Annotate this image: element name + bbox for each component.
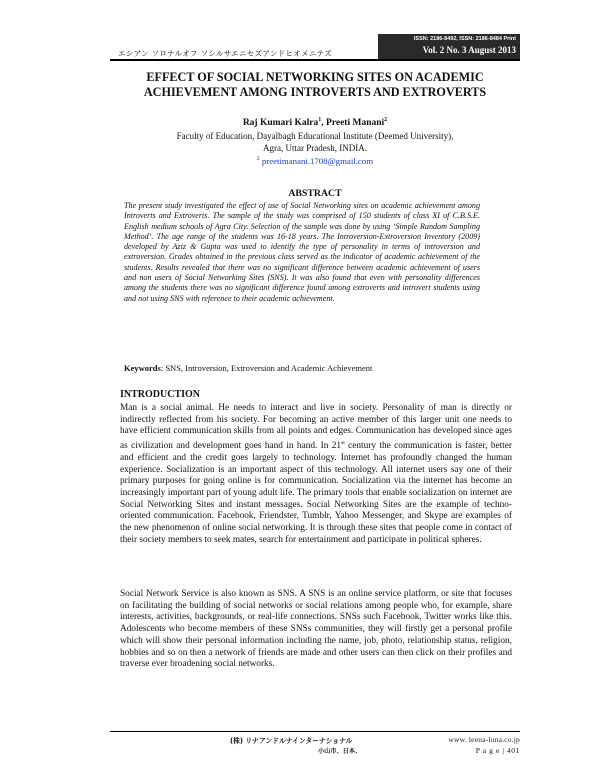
volume-text: Vol. 2 No. 3 August 2013 — [422, 45, 516, 55]
author-email — [110, 156, 520, 166]
footer-url[interactable]: www. leena-luna.co.jp — [448, 735, 520, 744]
intro-paragraph-2: Social Network Service is also known as SNS. A SNS is an online service platform, or site that focuses on facilitating the building of social networks or social relations among people who, for example, share interests, activities, backgrounds, or real-life connections. SNSs such Facebook, Twitter works like this. Adolescents who become members of these SNSs communities, they will firstly get a personal profile which will show their personal information including the name, job, photo, relationship status, religion, hobbies and so on then a network of friends are made and other users can then click on their profiles and traverse ever broadening social networks. — [120, 589, 512, 670]
authors — [110, 117, 520, 128]
intro-paragraph-1 — [120, 403, 512, 547]
title-line-1: EFFECT OF SOCIAL NETWORKING SITES ON ACADEMIC — [146, 70, 484, 84]
keywords — [124, 363, 504, 373]
keywords-list: : SNS, Introversion, Extroversion and Academic Achievement — [160, 363, 373, 373]
publisher-jp: (株) リナアンドルナインターナショナル — [230, 737, 353, 745]
issn-text: ISSN: 2186-8492, ISSN: 2186-8484 Print — [413, 36, 516, 42]
header-divider — [110, 59, 520, 61]
author-2-sup: 2 — [384, 117, 388, 123]
abstract-text: The present study investigated the effect of use of Social Networking sites on academic achievement among Introverts and Extroverts. The sample of the study was comprised of 150 students of class XI of C.B.S.E. English medium schools of Agra City. Selection of the sample was done by using ‘Simple Random Sampling Method’. The age range of the students was 16-18 years. The Introversion-Extroversion Inventory (2009) developed by Aziz & Gupta was used to identify the type of personality in terms of introversion and extroversion. Grades obtained in the previous class served as the indicator of academic achievement of the students. Results revealed that there was no significant difference between academic achievement of users and non users of Social Networking Sites (SNS). It was also found that even with personality differences among the students there was no significant difference found among extroverts and introvert students using and not using SNS with reference to their academic achievement. — [124, 201, 480, 303]
email-sup: 2 — [256, 156, 260, 163]
affiliation — [110, 130, 520, 154]
keywords-label: Keywords — [124, 363, 161, 373]
journal-name-jp: エシアン ソロナルオフ ソシルサエニセズアンドヒオメニテズ — [118, 49, 332, 58]
email-link[interactable]: preetimanani.1708@gmail.com — [261, 156, 374, 166]
author-2: Preeti Manani — [326, 118, 385, 129]
affiliation-line-1: Faculty of Education, Dayalbagh Educational Institute (Deemed University), — [176, 131, 454, 141]
introduction-heading: INTRODUCTION — [120, 389, 201, 400]
paper-title — [110, 70, 520, 100]
author-1-sup: 1 — [318, 117, 322, 123]
intro-paragraph-1-part-b: century the communication is faster, better and efficient and the credit goes largely to technology. Internet has profoundly changed the human experience. Socialization is an important aspect of this technology. All internet users say one of their primary purposes for going online is for communication. Socialization via the internet has become an increasingly important part of young adult life. The primary tools that enable socialization on internet are Social Networking Sites and instant messages. Social Networking Sites are the example of techno-oriented communication. Facebook, Friendster, Tumblr, Yahoo Messenger, and Skype are examples of the new phenomenon of online social networking. It is through these sites that people come in contact of their society members to seek mates, search for entertainment and participate in political spheres. — [120, 441, 512, 545]
affiliation-line-2: Agra, Uttar Pradesh, INDIA. — [263, 143, 367, 153]
abstract-heading: ABSTRACT — [288, 188, 342, 199]
author-separator: , — [321, 118, 327, 129]
intro-paragraph-1-sup: st — [341, 440, 345, 447]
publisher-location-jp: 小山市、日本. — [318, 748, 358, 755]
page-number: P a g e | 401 — [475, 746, 520, 755]
intro-paragraph-1-part-a: Man is a social animal. He needs to interact and live in society. Personality of man is directly or indirectly reflected from his society. For becoming an active member of this larger unit one needs to have efficient communication skills from all points and edges. Communication has developed since ages as civilization and development goes hand in hand. In 21 — [120, 403, 512, 452]
author-1: Raj Kumari Kalra — [242, 118, 319, 129]
title-line-2: ACHIEVEMENT AMONG INTROVERTS AND EXTROVERTS — [143, 85, 487, 99]
footer-divider — [110, 731, 520, 732]
issn-volume-box — [378, 34, 520, 59]
